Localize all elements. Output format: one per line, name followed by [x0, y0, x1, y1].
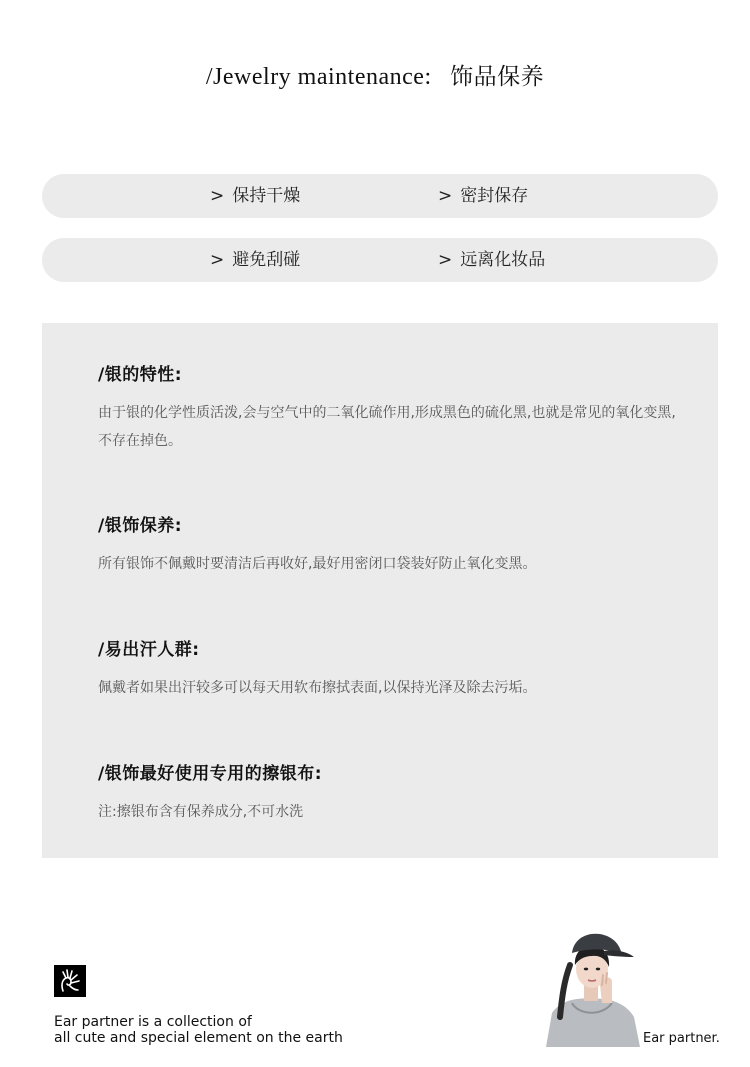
- tips-row-2: [42, 238, 718, 282]
- title-chinese: 饰品保养: [450, 64, 545, 90]
- tagline-line-2: all cute and special element on the earth: [54, 1030, 343, 1046]
- section-heading: /银饰最好使用专用的擦银布:: [98, 764, 323, 784]
- section-heading: /银的特性:: [98, 365, 183, 385]
- arrow-icon: >: [210, 250, 225, 270]
- section-heading: /银饰保养:: [98, 516, 183, 536]
- hand-gesture-logo-icon: [54, 965, 86, 997]
- arrow-icon: >: [438, 186, 453, 206]
- section-body: 注:擦银布含有保养成分,不可水洗: [98, 804, 304, 820]
- section-sweaty-wearers: [98, 635, 678, 702]
- arrow-icon: >: [210, 186, 225, 206]
- brand-caption: Ear partner.: [643, 1031, 720, 1046]
- section-heading: /易出汗人群:: [98, 640, 200, 660]
- arrow-icon: >: [438, 250, 453, 270]
- title-english: /Jewelry maintenance:: [205, 64, 432, 90]
- tip-label: 避免刮碰: [232, 250, 301, 270]
- tip-keep-dry: [210, 174, 300, 218]
- tip-label: 远离化妆品: [460, 250, 546, 270]
- tip-avoid-cosmetics: [438, 238, 545, 282]
- section-body: 由于银的化学性质活泼,会与空气中的二氧化硫作用,形成黑色的硫化黑,也就是常见的氧化变黑,不存在掉色。: [98, 405, 676, 449]
- tip-avoid-scratches: [210, 238, 300, 282]
- tip-label: 密封保存: [460, 186, 529, 206]
- section-body: 所有银饰不佩戴时要清洁后再收好,最好用密闭口袋装好防止氧化变黑。: [98, 556, 537, 572]
- tip-label: 保持干燥: [232, 186, 301, 206]
- page-title: [0, 58, 750, 91]
- tips-row-1: [42, 174, 718, 218]
- tagline-line-1: Ear partner is a collection of: [54, 1014, 252, 1030]
- section-polishing-cloth: [98, 759, 678, 826]
- tip-sealed-storage: [438, 174, 528, 218]
- brand-tagline: [54, 1014, 343, 1046]
- care-info-panel: [42, 323, 718, 858]
- section-silver-properties: [98, 360, 678, 455]
- section-body: 佩戴者如果出汗较多可以每天用软布擦拭表面,以保持光泽及除去污垢。: [98, 680, 537, 696]
- model-portrait-photo: [542, 925, 642, 1047]
- section-silver-care: [98, 511, 678, 578]
